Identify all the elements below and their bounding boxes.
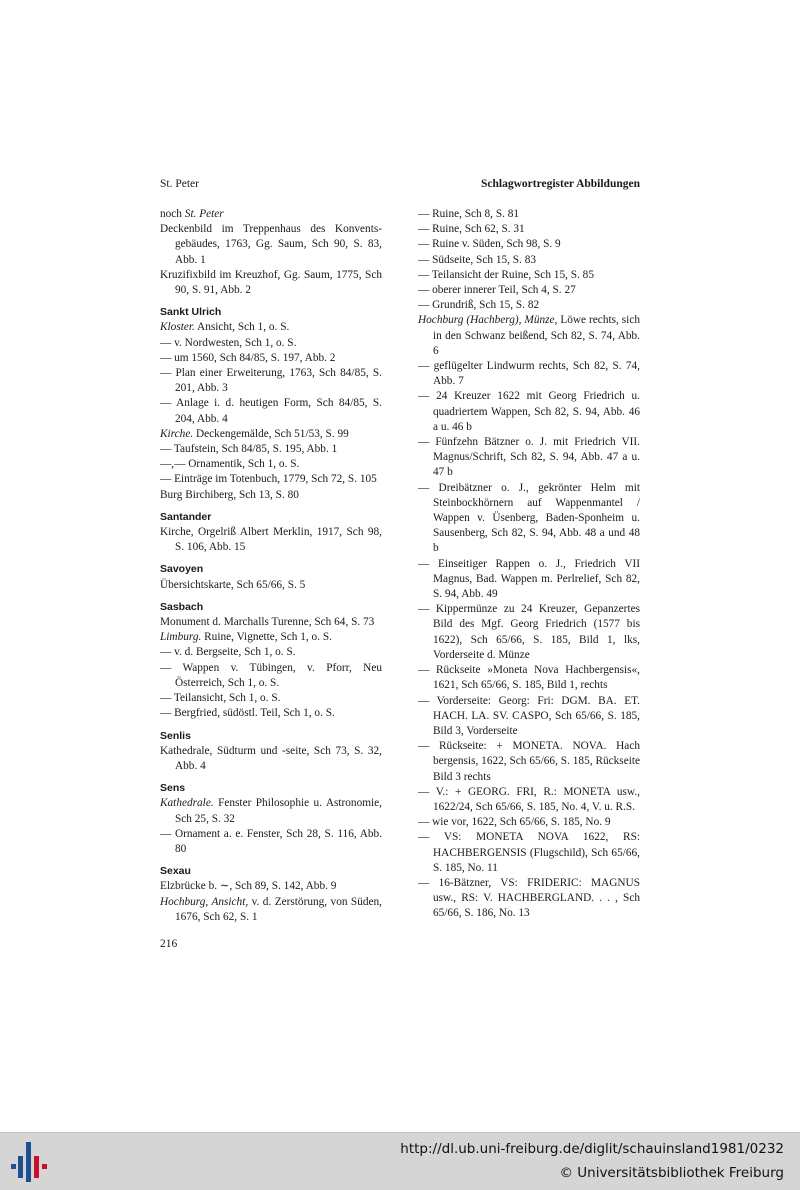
ub-freiburg-logo-icon — [9, 1142, 51, 1182]
entry-text: — 16-Bätzner, VS: FRIDERIC: MAGNUS usw., RS: V. HACHBERGLAND. . . , Sch 65/66, S. 186, No. 13 — [418, 876, 640, 920]
entry-text: Kathedrale, Südturm und -seite, Sch 73, S. 32, Abb. 4 — [160, 744, 382, 772]
source-url-link[interactable]: http://dl.ub.uni-freiburg.de/diglit/schauinsland1981/0232 — [400, 1141, 784, 1157]
index-entry — [160, 578, 382, 593]
entry-text: — wie vor, 1622, Sch 65/66, S. 185, No. 9 — [418, 816, 611, 829]
entry-text: v. d. Zerstörung, von Süden, 1676, Sch 62, S. 1 — [175, 895, 382, 923]
entry-italic-term: Kirche. — [160, 427, 194, 440]
entry-text: — 24 Kreuzer 1622 mit Georg Friedrich u. quadriertem Wappen, Sch 82, S. 94, Abb. 46 a u. 46 b — [418, 390, 640, 433]
index-entry — [418, 359, 640, 389]
index-entry — [160, 472, 382, 487]
index-entry — [418, 602, 640, 663]
entry-italic-term: Kathedrale. — [160, 797, 214, 810]
entry-text: Deckenbild im Treppenhaus des Konvents-gebäudes, 1763, Gg. Saum, Sch 90, S. 83, Abb. 1 — [160, 223, 382, 266]
entry-text: Kruzifixbild im Kreuzhof, Gg. Saum, 1775, Sch 90, S. 91, Abb. 2 — [160, 268, 382, 297]
entry-italic-term: Kloster. — [160, 321, 195, 334]
index-entry — [160, 366, 382, 396]
entry-text: — V.: + GEORG. FRI, R.: MONETA usw., 1622/24, Sch 65/66, S. 185, No. 4, V. u. R.S. — [418, 785, 640, 813]
index-entry — [418, 557, 640, 603]
index-entry — [418, 268, 640, 283]
entry-text: — Teilansicht der Ruine, Sch 15, S. 85 — [418, 268, 594, 281]
entry-text: — Einträge im Totenbuch, 1779, Sch 72, S. 105 — [160, 473, 377, 486]
entry-text: — Bergfried, südöstl. Teil, Sch 1, o. S. — [160, 707, 335, 720]
entry-text: — Wappen v. Tübingen, v. Pforr, Neu Österreich, Sch 1, o. S. — [160, 661, 382, 689]
index-entry: noch St. Peter — [160, 208, 224, 220]
entry-text: — Ruine, Sch 62, S. 31 — [418, 223, 525, 236]
entry-text: — Plan einer Erweiterung, 1763, Sch 84/85, S. 201, Abb. 3 — [160, 367, 382, 395]
entry-text: — Südseite, Sch 15, S. 83 — [418, 253, 536, 266]
index-heading: Savoyen — [160, 563, 204, 576]
entry-text: Übersichtskarte, Sch 65/66, S. 5 — [160, 578, 306, 591]
page-number: 216 — [160, 938, 178, 950]
index-entry — [418, 663, 640, 693]
index-entry — [160, 615, 382, 630]
index-entry — [418, 389, 640, 435]
entry-text: — Rückseite: + MONETA. NOVA. Hach bergensis, 1622, Sch 65/66, S. 185, Rückseite Bild 3 rechts — [418, 740, 640, 783]
footer-bar — [0, 1132, 800, 1190]
running-header-right: Schlagwortregister Abbildungen — [481, 178, 640, 190]
index-entry — [160, 645, 382, 660]
index-entry — [418, 785, 640, 815]
index-entry — [418, 815, 640, 830]
entry-text: Löwe rechts, sich in den Schwanz beißend, Sch 82, S. 74, Abb. 6 — [433, 314, 640, 357]
entry-text: — Einseitiger Rappen o. J., Friedrich VII Magnus, Bad. Wappen m. Perlrelief, Sch 82, S. 94, Abb. 49 — [418, 557, 640, 601]
entry-text: Fenster Philosophie u. Astronomie, Sch 25, S. 32 — [175, 797, 382, 825]
index-heading: Senlis — [160, 729, 191, 742]
index-entry — [160, 879, 382, 894]
index-entry — [418, 222, 640, 237]
entry-text: — Ruine v. Süden, Sch 98, S. 9 — [418, 238, 561, 251]
index-entry — [160, 396, 382, 426]
entry-text: — oberer innerer Teil, Sch 4, S. 27 — [418, 284, 576, 297]
index-entry — [418, 283, 640, 298]
index-entry — [418, 298, 640, 313]
index-entry — [160, 457, 382, 472]
entry-text: —,— Ornamentik, Sch 1, o. S. — [160, 458, 300, 471]
index-entry — [418, 207, 640, 222]
entry-text: Ruine, Vignette, Sch 1, o. S. — [201, 631, 332, 644]
entry-text: — Ornament a. e. Fenster, Sch 28, S. 116, Abb. 80 — [160, 827, 382, 855]
entry-text: noch — [160, 208, 185, 220]
right-column — [418, 207, 640, 922]
entry-italic-term: Hochburg, Ansicht, — [160, 895, 249, 908]
index-entry — [160, 351, 382, 366]
index-heading: Sexau — [160, 865, 191, 878]
entry-text: — Teilansicht, Sch 1, o. S. — [160, 692, 281, 705]
index-entry — [160, 320, 382, 335]
index-entry — [160, 691, 382, 706]
index-entry — [160, 427, 382, 442]
index-entry — [418, 694, 640, 740]
entry-text: — Grundriß, Sch 15, S. 82 — [418, 299, 540, 312]
entry-text: Deckengemälde, Sch 51/53, S. 99 — [193, 427, 349, 440]
entry-text: — v. Nordwesten, Sch 1, o. S. — [160, 336, 297, 349]
index-heading: Santander — [160, 510, 212, 523]
index-entry — [160, 268, 382, 298]
index-entry — [160, 744, 382, 774]
index-entry — [160, 661, 382, 691]
index-entry — [160, 796, 382, 826]
index-entry — [160, 895, 382, 925]
entry-text: — Taufstein, Sch 84/85, S. 195, Abb. 1 — [160, 443, 338, 456]
entry-text: — Kippermünze zu 24 Kreuzer, Gepanzertes Bild des Mgf. Georg Friedrich (1577 bis 1622), Sch 65/66, S. 185, Bild 1, lks, Vorderseite d. Münze — [418, 603, 640, 661]
entry-text: — Anlage i. d. heutigen Form, Sch 84/85, S. 204, Abb. 4 — [160, 397, 382, 425]
index-heading: Sankt Ulrich — [160, 306, 222, 319]
index-entry — [418, 237, 640, 252]
entry-text: Ansicht, Sch 1, o. S. — [194, 321, 290, 334]
entry-text: — Ruine, Sch 8, S. 81 — [418, 208, 520, 220]
index-entry — [160, 336, 382, 351]
index-heading: Sasbach — [160, 600, 204, 613]
entry-text: — v. d. Bergseite, Sch 1, o. S. — [160, 646, 296, 659]
entry-italic-term: Hochburg (Hachberg), Münze, — [418, 314, 558, 327]
entry-text: — Dreibätzner o. J., gekrönter Helm mit Steinbockhörnern auf Wappenmantel / Wappen v. Üsenberg, Baden-Sponheim u. Sausenberg, Sch 82, S. 94, Abb. 48 a und 48 b — [418, 481, 640, 555]
entry-text: — VS: MONETA NOVA 1622, RS: HACHBERGENSIS (Flugschild), Sch 65/66, S. 185, No. 11 — [418, 831, 640, 874]
index-entry — [418, 313, 640, 359]
entry-text: Elzbrücke b. ∼, Sch 89, S. 142, Abb. 9 — [160, 880, 337, 893]
entry-text: Kirche, Orgelriß Albert Merklin, 1917, Sch 98, S. 106, Abb. 15 — [160, 526, 382, 554]
entry-text: Burg Birchiberg, Sch 13, S. 80 — [160, 488, 299, 501]
index-entry — [160, 488, 382, 503]
entry-text: — geflügelter Lindwurm rechts, Sch 82, S. 74, Abb. 7 — [418, 360, 640, 388]
index-heading: Sens — [160, 782, 186, 795]
entry-text: — um 1560, Sch 84/85, S. 197, Abb. 2 — [160, 351, 336, 364]
entry-text: — Fünfzehn Bätzner o. J. mit Friedrich VII. Magnus/Schrift, Sch 82, S. 94, Abb. 47 a u. 47 b — [418, 436, 640, 479]
copyright-notice: © Universitätsbibliothek Freiburg — [559, 1165, 784, 1181]
index-entry — [160, 827, 382, 857]
index-entry — [418, 876, 640, 922]
running-header-left: St. Peter — [160, 178, 199, 190]
left-column — [160, 207, 382, 925]
index-entry — [160, 525, 382, 555]
index-entry — [160, 630, 382, 645]
entry-text: Monument d. Marchalls Turenne, Sch 64, S. 73 — [160, 616, 375, 629]
index-entry — [160, 706, 382, 721]
index-entry — [418, 830, 640, 876]
entry-italic-term: Limburg. — [160, 631, 202, 644]
entry-text: — Rückseite »Moneta Nova Hachbergensis«, 1621, Sch 65/66, S. 185, Bild 1, rechts — [418, 664, 640, 692]
index-entry — [418, 253, 640, 268]
entry-text: — Vorderseite: Georg: Fri: DGM. BA. ET. HACH. LA. SV. CASPO, Sch 65/66, S. 185, Bild 3, Vorderseite — [418, 694, 640, 737]
index-entry — [418, 481, 640, 557]
index-entry — [160, 442, 382, 457]
index-entry — [418, 435, 640, 481]
index-entry — [418, 739, 640, 785]
index-entry — [160, 222, 382, 268]
